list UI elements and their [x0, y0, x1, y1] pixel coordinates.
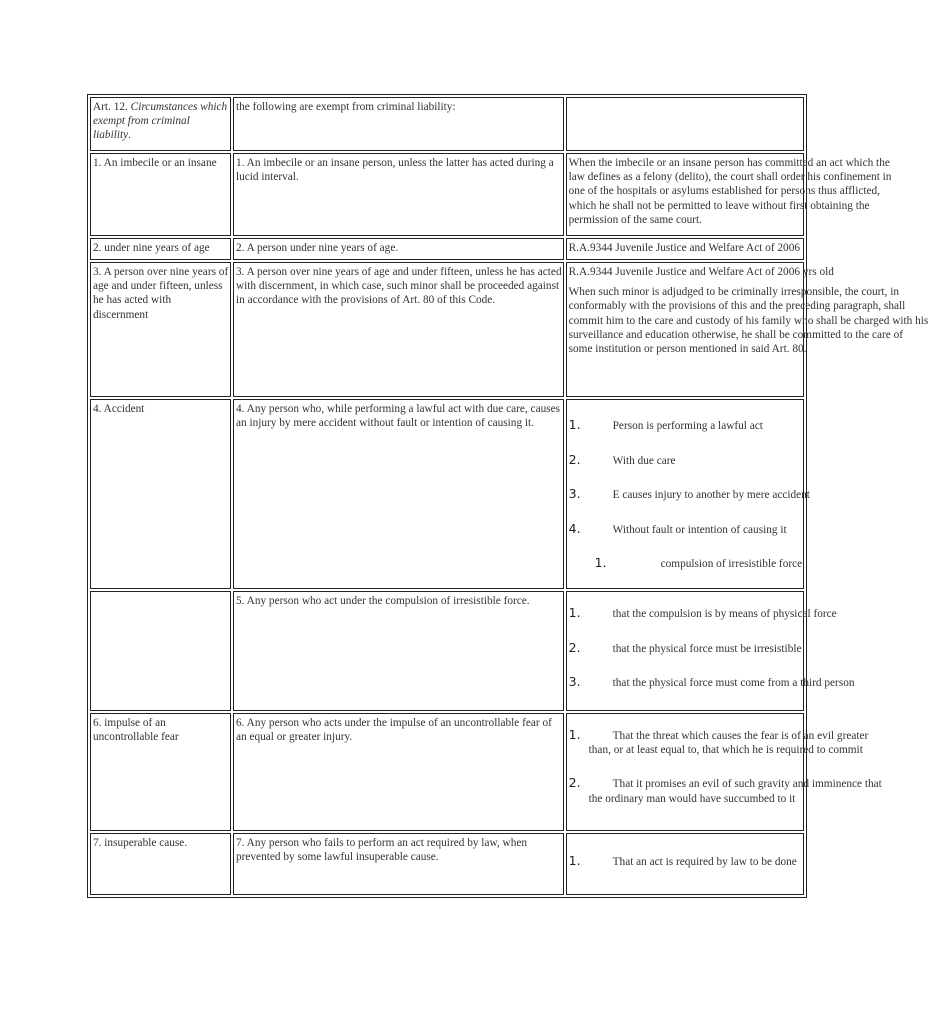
provision-text: 7. Any person who fails to perform an act required by law, when prevented by some lawful insuperable cause. [233, 833, 564, 895]
notes-cell: R.A.9344 Juvenile Justice and Welfare Act of 2006 [566, 238, 804, 260]
table-row [90, 591, 804, 711]
notes-cell: R.A.9344 Juvenile Justice and Welfare Act of 2006 yrs old When such minor is adjudged to be criminally irresponsible, the court, in conformably with the provisions of this and the preceding paragraph, shall commit him to the care and custody of his family who shall be charged with his surveillance and education otherwise, he shall be committed to the care of some institution or person mentioned in said Art. 80. [566, 262, 804, 397]
article-label: Art. 12. [93, 101, 131, 113]
elements-cell [566, 591, 855, 711]
list-item: 3. E causes injury to another by mere accident [568, 486, 810, 501]
provision-text: 3. A person over nine years of age and under fifteen, unless he has acted with discernment, in which case, such minor shall be proceeded against in accordance with the provisions of Art. 80 of this Code. [233, 262, 564, 397]
row-heading-cell: 4. Accident [90, 399, 231, 589]
row-heading-cell: 6. impulse of an uncontrollable fear [90, 713, 231, 831]
list-item: 1. Person is performing a lawful act [568, 417, 763, 432]
table-row [90, 262, 804, 397]
row-heading-cell [90, 591, 231, 711]
row-heading-cell: 3. A person over nine years of age and under fifteen, unless he has acted with discernment [90, 262, 231, 397]
elements-cell [566, 713, 882, 831]
row-heading-cell: 1. An imbecile or an insane [90, 153, 231, 236]
notes-cell: When the imbecile or an insane person has committed an act which the law defines as a felony (delito), the court shall order his confinement in one of the hospitals or asylums established for persons thus afflicted, which he shall not be permitted to leave without first obtaining the permission of the same court. [566, 153, 804, 236]
list-item-continuation: the ordinary man would have succumbed to it [588, 792, 796, 805]
table-row [90, 399, 804, 589]
row-heading-cell: Art. 12. Circumstances which exempt from criminal liability. [90, 97, 231, 151]
elements-list [568, 727, 882, 806]
list-item: 3. that the physical force must come from a third person [568, 674, 855, 689]
row-heading-cell: 2. under nine years of age [90, 238, 231, 260]
list-item: 2. That it promises an evil of such gravity and imminence that [568, 775, 882, 791]
elements-list [568, 605, 855, 690]
table-row [90, 713, 804, 831]
provision-text: 6. Any person who acts under the impulse of an uncontrollable fear of an equal or greater injury. [233, 713, 564, 831]
exempting-circumstances-table [87, 94, 929, 898]
list-item-continuation: than, or at least equal to, that which he is required to commit [588, 744, 863, 757]
list-subitem: 1. compulsion of irresistible force [594, 555, 803, 570]
provision-text: 1. An imbecile or an insane person, unless the latter has acted during a lucid interval. [233, 153, 564, 236]
list-item: 2. that the physical force must be irresistible [568, 639, 802, 655]
table-row [90, 97, 804, 151]
elements-cell [566, 833, 804, 895]
provision-text: 4. Any person who, while performing a lawful act with due care, causes an injury by mere accident without fault or intention of causing it. [233, 399, 564, 589]
provision-text: the following are exempt from criminal liability: [233, 97, 564, 151]
list-item: 4. Without fault or intention of causing it [568, 520, 787, 536]
elements-list [568, 417, 810, 571]
list-item: 1. That the threat which causes the fear is of an evil greater [568, 727, 869, 742]
list-item: 2. With due care [568, 451, 676, 467]
list-item: 1. that the compulsion is by means of physical force [568, 605, 837, 620]
article-title: Circumstances which exempt from criminal liability [93, 101, 228, 142]
elements-list [569, 854, 802, 869]
table-row [90, 153, 804, 236]
table-row [90, 238, 804, 260]
provision-text: 2. A person under nine years of age. [233, 238, 564, 260]
elements-cell [566, 399, 810, 589]
table-row [90, 833, 804, 895]
row-heading-cell: 7. insuperable cause. [90, 833, 231, 895]
provision-text: 5. Any person who act under the compulsion of irresistible force. [233, 591, 564, 711]
notes-cell [566, 97, 804, 151]
list-item: 1. That an act is required by law to be done [568, 853, 797, 868]
